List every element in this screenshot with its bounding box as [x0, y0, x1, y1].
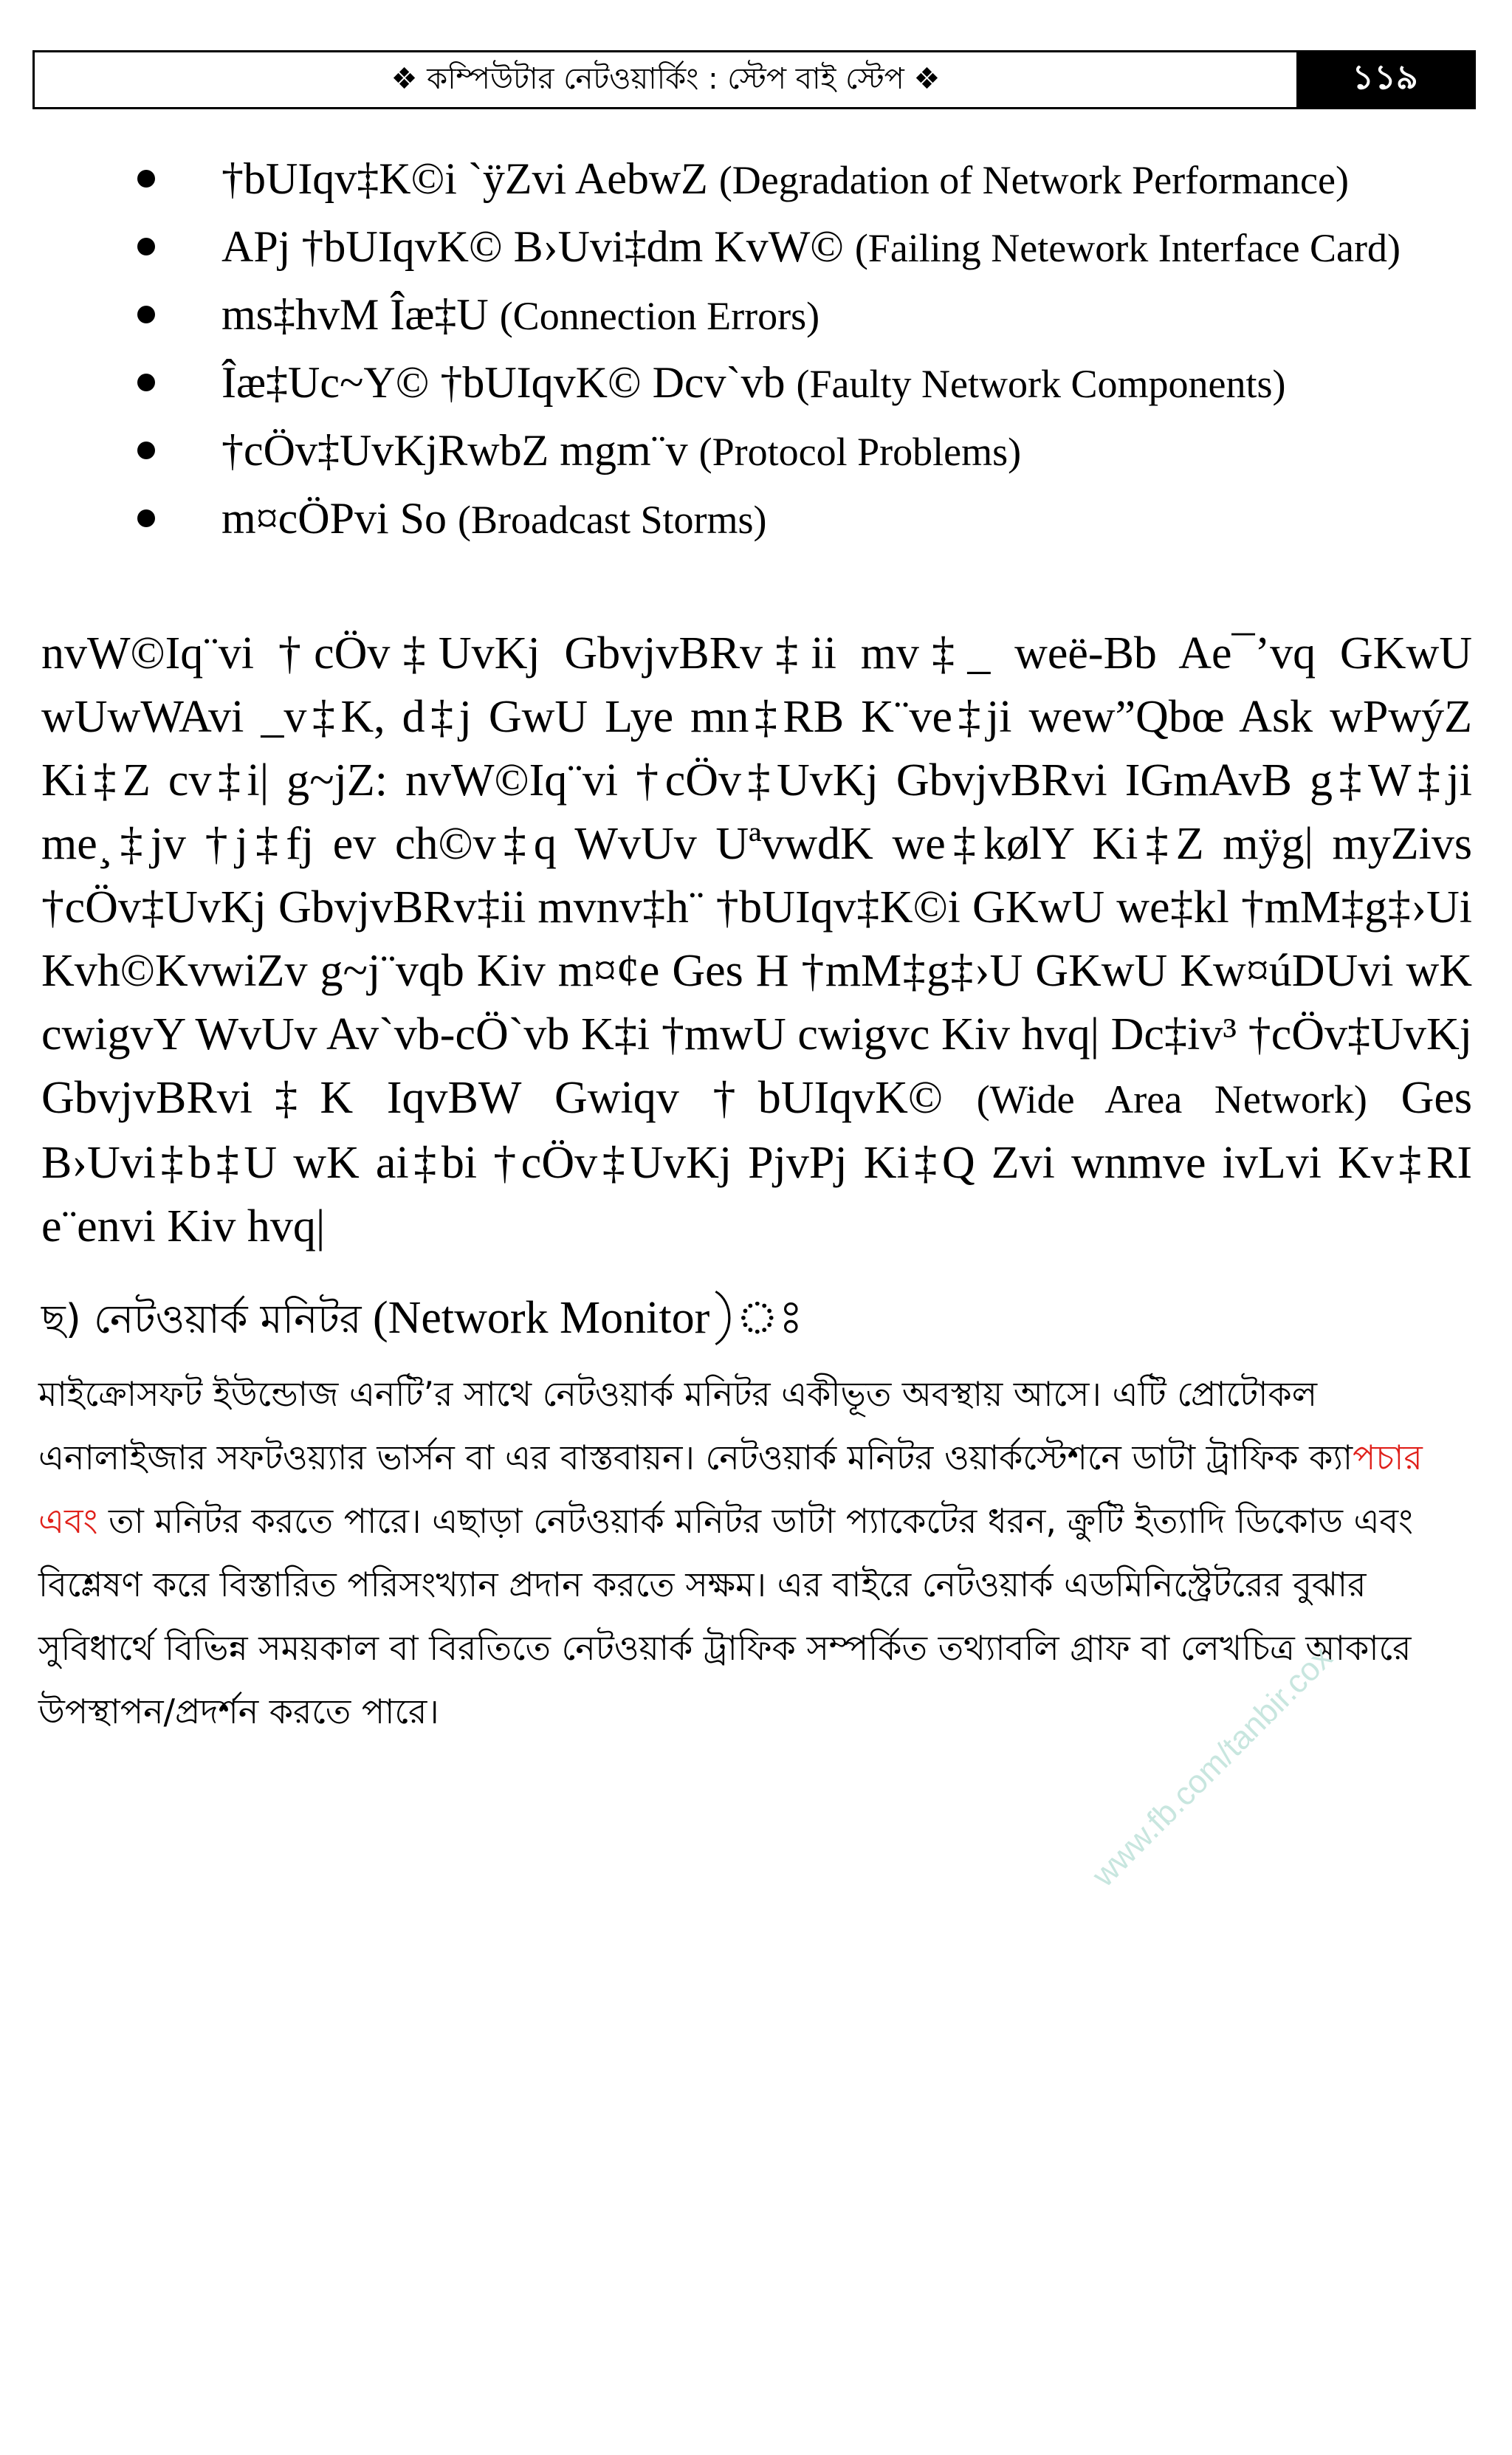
bullet-icon [137, 509, 155, 527]
bullet-text: m¤cÖPvi So [221, 494, 447, 543]
list-item [0, 351, 1512, 415]
bullet-text: Îæ‡Uc~Y© †bUIqvK© Dcv`vb [221, 358, 786, 407]
page-number: ১১৯ [1296, 52, 1474, 107]
page-header [32, 50, 1476, 109]
bullet-english: (Faulty Network Components) [796, 362, 1286, 406]
paragraph-english: (Wide Area Network) [976, 1077, 1367, 1122]
bullet-icon [137, 238, 155, 255]
list-item [0, 148, 1512, 211]
watermark: www.fb.com/tanbir.cox [1085, 1639, 1340, 1894]
bullet-text: †bUIqv‡K©i `ÿZvi AebwZ [221, 154, 708, 203]
list-item [0, 284, 1512, 347]
bullet-english: (Broadcast Storms) [458, 498, 767, 542]
book-title: ❖ কম্পিউটার নেটওয়ার্কিং : স্টেপ বাই স্টেপ ❖ [391, 61, 941, 96]
paragraph-text: nvW©Iq¨vi †cÖv‡UvKj GbvjvBRv‡ii mv‡_ weë-Bb Ae¯’vq GKwU wUwWAvi _v‡K, d‡j GwU Lye mn‡RB K¨ve‡ji wew”Qbœ Ask wPwýZ Ki‡Z cv‡i| g~jZ: nvW©Iq¨vi †cÖv‡UvKj GbvjvBRvi IGmAvB g‡W‡ji me¸‡jv †j‡fj ev ch©v‡q WvUv UªvwdK we‡kølY Ki‡Z mÿg| myZivs †cÖv‡UvKj GbvjvBRv‡ii mvnv‡h¨ †bUIqv‡K©i GKwU we‡kl †mM‡g‡›Ui Kvh©KvwiZv g~j¨vqb Kiv m¤¢e Ges H †mM‡g‡›U GKwU Kw¤úDUvi wK cwigvY WvUv Av`vb-cÖ`vb K‡i †mwU cwigvc Kiv hvq| Dc‡iv³ †cÖv‡UvKj GbvjvBRvi‡K IqvBW Gwiqv †bUIqvK© [41, 628, 1472, 1123]
network-monitor-paragraph [38, 1362, 1474, 1743]
bullet-icon [137, 170, 155, 188]
body-text: মাইক্রোসফট ইউন্ডোজ এনটি’র সাথে নেটওয়ার্ক মনিটর একীভূত অবস্থায় আসে। এটি প্রোটোকল এনালাইজার সফটওয়্যার ভার্সন বা এর বাস্তবায়ন। নেটওয়ার্ক মনিটর ওয়ার্কস্টেশনে ডাটা ট্রাফিক ক্য [38, 1374, 1353, 1477]
bullet-icon [137, 374, 155, 391]
protocol-analyzer-paragraph [41, 622, 1472, 1258]
bullet-text: †cÖv‡UvKjRwbZ mgm¨v [221, 426, 688, 475]
section-label: ছ) নেটওয়ার্ক মনিটর [41, 1296, 362, 1342]
paragraph-text-end: Ges B›Uvi‡b‡U wK ai‡bi †cÖv‡UvKj PjvPj Ki‡Q Zvi wnmve ivLvi Kv‡RI e¨envi Kiv hvq| [41, 1073, 1473, 1251]
section-english: (Network Monitor)ঃ [372, 1293, 803, 1343]
list-item [0, 487, 1512, 551]
bullet-english: (Failing Netework Interface Card) [854, 226, 1401, 270]
section-heading [41, 1285, 803, 1353]
bullet-list [0, 148, 1512, 555]
highlighted-text: াপচার এবং [38, 1438, 1423, 1541]
bullet-english: (Degradation of Network Performance) [718, 158, 1349, 202]
bullet-icon [137, 306, 155, 323]
bullet-text: APj †bUIqvK© B›Uvi‡dm KvW© [221, 222, 844, 271]
bullet-text: ms‡hvM Îæ‡U [221, 290, 489, 339]
bullet-icon [137, 442, 155, 459]
list-item [0, 419, 1512, 483]
list-item [0, 216, 1512, 279]
body-text-end: তা মনিটর করতে পারে। এছাড়া নেটওয়ার্ক মনিটর ডাটা প্যাকেটের ধরন, ক্রুটি ইত্যাদি ডিকোড এবং বিশ্লেষণ করে বিস্তারিত পরিসংখ্যান প্রদান করতে সক্ষম। এর বাইরে নেটওয়ার্ক এডমিনিস্ট্রেটরের বুঝার সুবিধার্থে বিভিন্ন সময়কাল বা বিরতিতে নেটওয়ার্ক ট্রাফিক সম্পর্কিত তথ্যাবলি গ্রাফ বা লেখচিত্র আকারে উপস্থাপন/প্রদর্শন করতে পারে। [38, 1501, 1413, 1731]
bullet-english: (Protocol Problems) [698, 430, 1022, 474]
bullet-english: (Connection Errors) [499, 294, 820, 338]
